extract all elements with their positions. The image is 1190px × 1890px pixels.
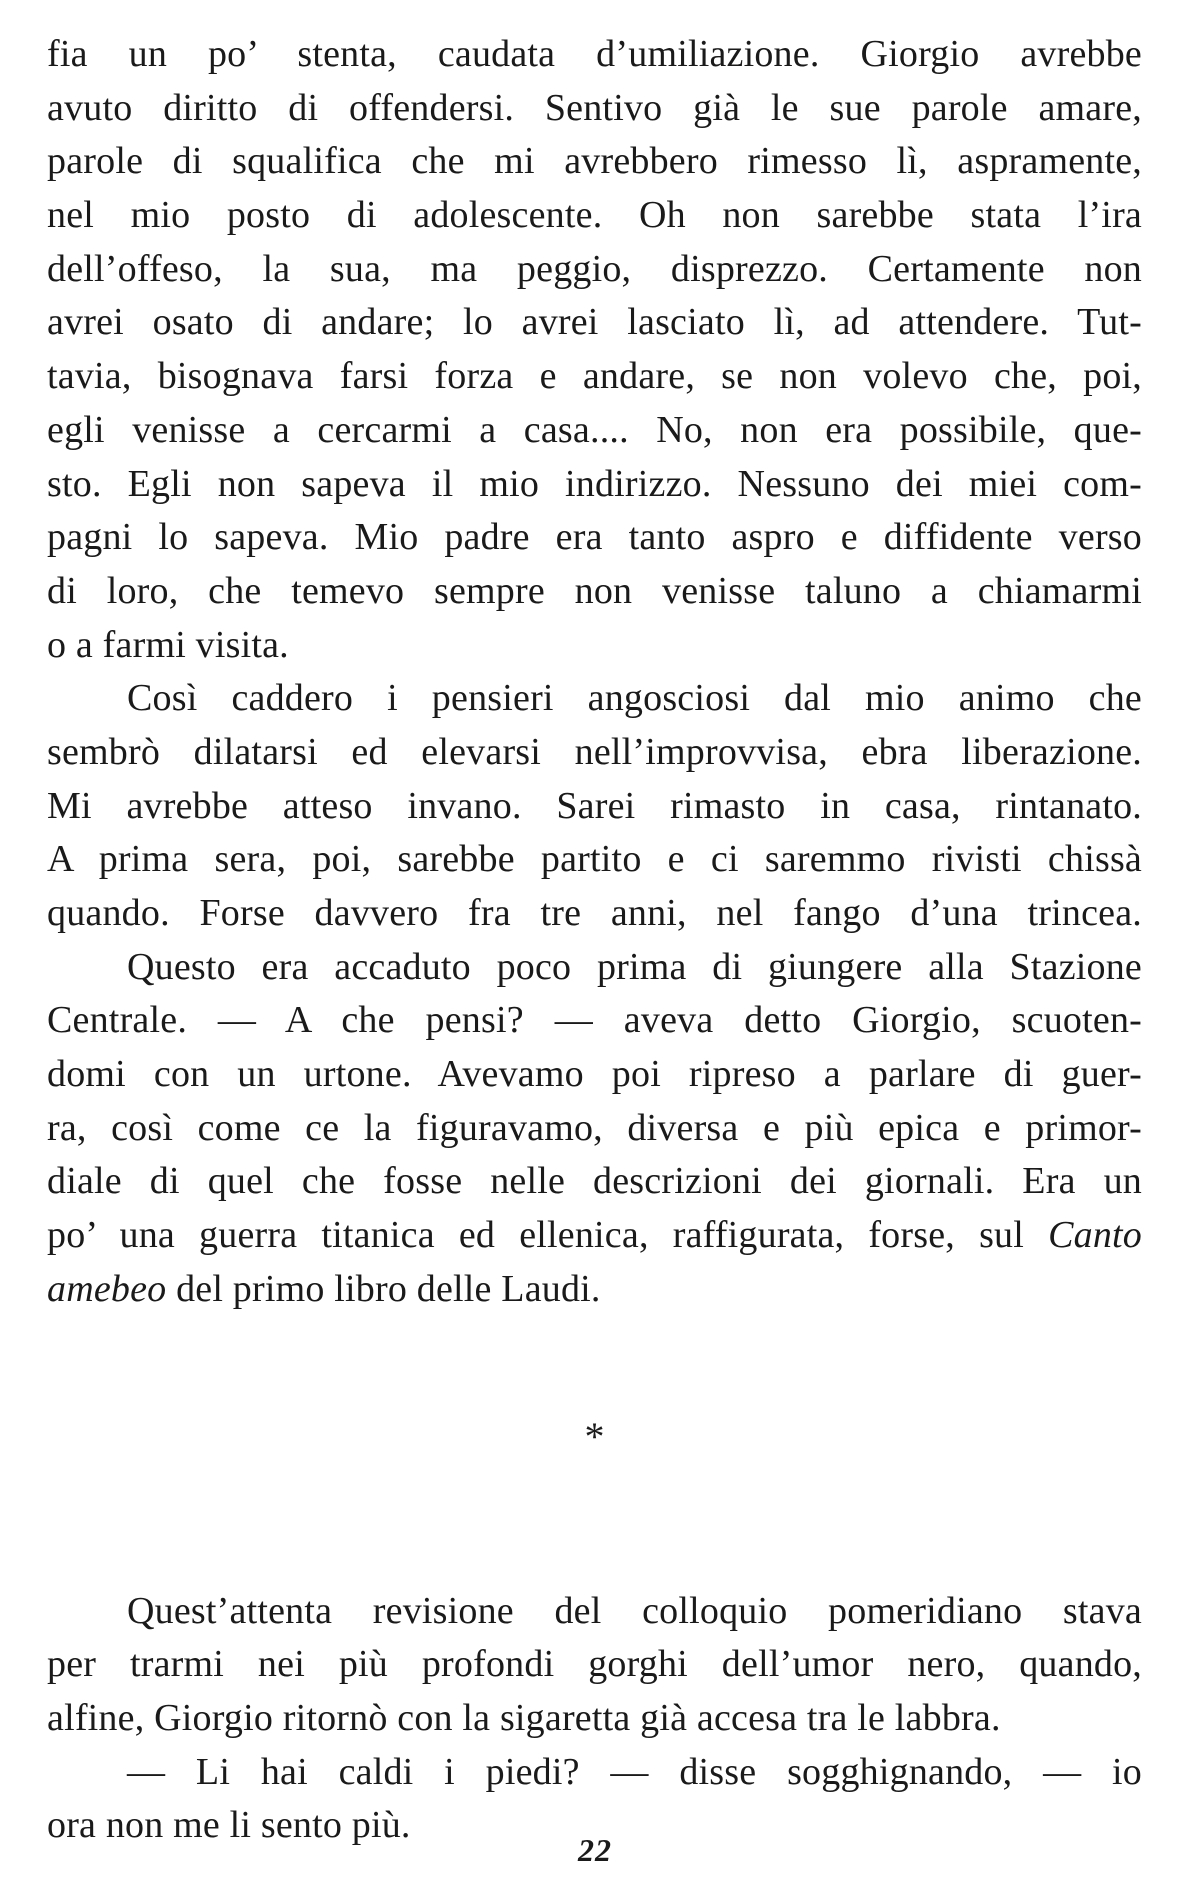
text-line: per trarmi nei più profondi gorghi dell’umor nero, quando, <box>47 1643 1142 1686</box>
text-line: pagni lo sapeva. Mio padre era tanto aspro e diffidente verso <box>47 516 1142 559</box>
text-line: alfine, Giorgio ritornò con la sigaretta già accesa tra le labbra. <box>47 1696 1001 1739</box>
separator-asterisk: * <box>584 1413 605 1459</box>
paragraph <box>47 672 1142 940</box>
text-line: avrei osato di andare; lo avrei lasciato lì, ad attendere. Tut- <box>47 301 1142 344</box>
text-fragment: po’ una guerra titanica ed ellenica, raffigurata, forse, sul <box>47 1214 1025 1257</box>
text-line: Questo era accaduto poco prima di giungere alla Stazione <box>127 945 1142 988</box>
paragraph <box>47 1585 1142 1746</box>
italic-title: amebeo <box>47 1267 167 1310</box>
section-separator <box>47 1317 1142 1585</box>
text-line: ora non me li sento più. <box>47 1804 411 1847</box>
text-line: ra, così come ce la figuravamo, diversa e più epica e primor- <box>47 1106 1142 1149</box>
text-line <box>47 1263 1142 1317</box>
text-line: quando. Forse davvero fra tre anni, nel fango d’una trincea. <box>47 892 1142 934</box>
paragraph <box>47 28 1142 672</box>
text-fragment: del primo libro delle Laudi. <box>176 1267 601 1310</box>
text-line: o a farmi visita. <box>47 623 289 666</box>
text-line: Mi avrebbe atteso invano. Sarei rimasto in casa, rintanato. <box>47 784 1142 827</box>
paragraph <box>47 941 1142 1317</box>
text-line: Centrale. — A che pensi? — aveva detto Giorgio, scuoten- <box>47 999 1142 1042</box>
text-line: avuto diritto di offendersi. Sentivo già le sue parole amare, <box>47 86 1142 129</box>
text-line: diale di quel che fosse nelle descrizioni dei giornali. Era un <box>47 1160 1142 1203</box>
text-line: parole di squalifica che mi avrebbero rimesso lì, aspramente, <box>47 140 1142 183</box>
text-line: nel mio posto di adolescente. Oh non sarebbe stata l’ira <box>47 194 1142 237</box>
text-line: sembrò dilatarsi ed elevarsi nell’improvvisa, ebra liberazione. <box>47 730 1142 773</box>
text-line: egli venisse a cercarmi a casa.... No, non era possibile, que- <box>47 408 1142 451</box>
text-line: Così caddero i pensieri angosciosi dal mio animo che <box>127 677 1142 720</box>
text-line: fia un po’ stenta, caudata d’umiliazione. Giorgio avrebbe <box>47 33 1142 75</box>
text-line: dell’offeso, la sua, ma peggio, disprezzo. Certamente non <box>47 247 1142 290</box>
text-line: sto. Egli non sapeva il mio indirizzo. Nessuno dei miei com- <box>47 462 1142 505</box>
text-line: Quest’attenta revisione del colloquio pomeridiano stava <box>127 1589 1142 1632</box>
italic-title: Canto <box>1048 1214 1142 1257</box>
text-line: A prima sera, poi, sarebbe partito e ci saremmo rivisti chissà <box>47 838 1142 881</box>
text-line: domi con un urtone. Avevamo poi ripreso a parlare di guer- <box>47 1053 1142 1096</box>
text-line <box>47 1209 1142 1263</box>
text-line: — Li hai caldi i piedi? — disse sogghignando, — io <box>127 1750 1142 1793</box>
book-page-text <box>47 28 1142 1853</box>
text-line: di loro, che temevo sempre non venisse taluno a chiamarmi <box>47 569 1142 612</box>
text-line: tavia, bisognava farsi forza e andare, se non volevo che, poi, <box>47 355 1142 398</box>
page-number: 22 <box>578 1832 612 1868</box>
